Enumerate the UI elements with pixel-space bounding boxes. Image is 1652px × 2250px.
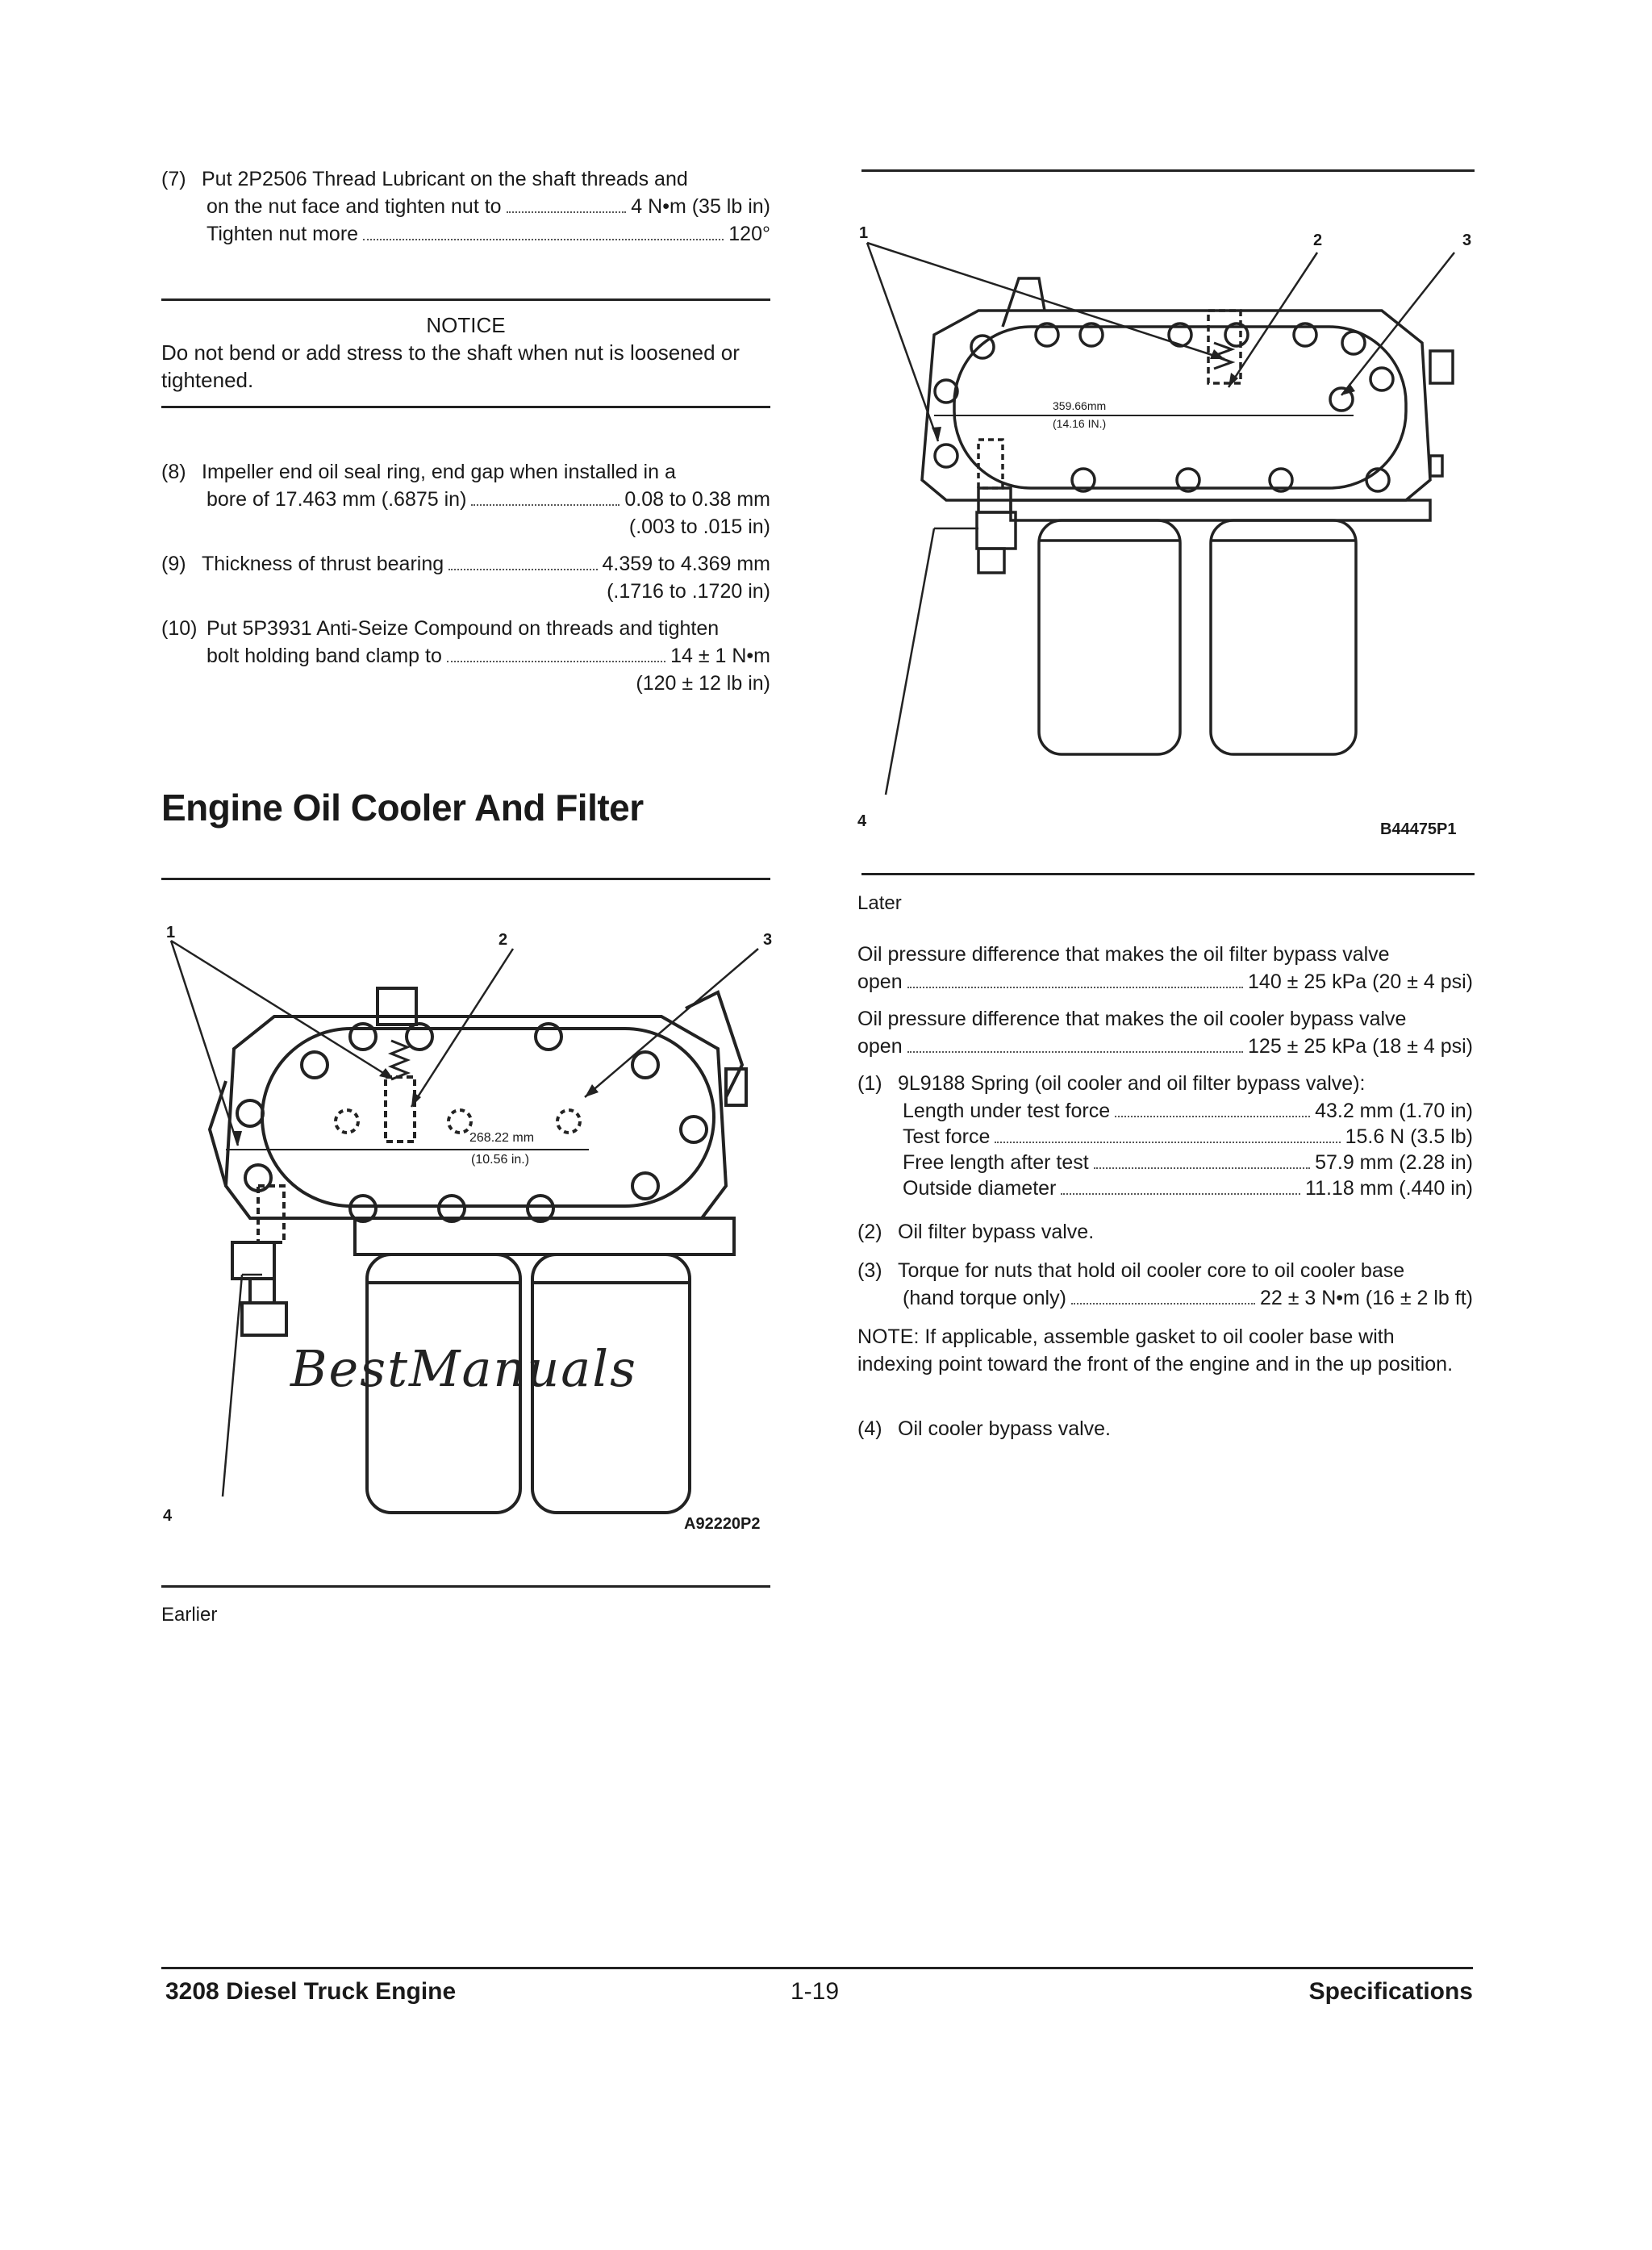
step-10: (10) Put 5P3931 Anti-Seize Compound on threads and tighten bolt holding band clamp to 14 ± 1 N•m (120 ± 12 lb in) (161, 615, 770, 697)
dimension-in: (10.56 in.) (471, 1153, 530, 1167)
callout-1: 1 (166, 924, 176, 941)
watermark-logo: BestManuals (290, 1339, 637, 1398)
spec-line: bolt holding band clamp to 14 ± 1 N•m (161, 642, 770, 670)
figure-caption-earlier: Earlier (161, 1604, 218, 1626)
callout-1: 1 (859, 224, 869, 242)
note (857, 1323, 1473, 1378)
right-figure-top-rule (861, 169, 1475, 172)
spec-oil-filter-bypass: Oil pressure difference that makes the oil filter bypass valve open 140 ± 25 kPa (20 ± 4 psi) (857, 943, 1473, 993)
step-number: (7) (161, 168, 186, 190)
spec-imperial: (120 ± 12 lb in) (636, 672, 770, 695)
notice-bottom-rule (161, 406, 770, 408)
callout-4: 4 (857, 812, 867, 830)
item-1-spring: (1) 9L9188 Spring (oil cooler and oil filter bypass valve): Length under test force 43.2 mm (1.70 in) Test force 15.6 N (3.5 lb) Free length after test 57.9 mm (2.28 in) Outside diameter 11.18 mm (.440 in) (857, 1070, 1473, 1202)
spec-imperial: (.1716 to .1720 in) (607, 580, 770, 603)
spring-spec-row: Outside diameter 11.18 mm (.440 in) (857, 1175, 1473, 1202)
note-label: NOTE: (857, 1325, 920, 1348)
callout-4: 4 (163, 1507, 173, 1525)
spec-line: on the nut face and tighten nut to 4 N•m (35 lb in) (161, 193, 770, 220)
figure-code: B44475P1 (1380, 820, 1457, 838)
dimension-in: (14.16 IN.) (1053, 417, 1107, 430)
footer-rule (161, 1967, 1473, 1969)
item-4: (4) Oil cooler bypass valve. (857, 1417, 1112, 1440)
notice (161, 311, 770, 394)
spring-spec-row: Test force 15.6 N (3.5 lb) (857, 1123, 1473, 1150)
footer-section: Specifications (1308, 1978, 1473, 2005)
figure-top-rule (161, 878, 770, 880)
right-figure-bottom-rule (861, 873, 1475, 875)
page-number: 1-19 (791, 1978, 840, 2005)
callout-2: 2 (1313, 232, 1323, 249)
footer-title: 3208 Diesel Truck Engine (165, 1978, 457, 2005)
section-heading: Engine Oil Cooler And Filter (161, 787, 644, 829)
callout-2: 2 (499, 931, 508, 949)
spring-spec-row: Free length after test 57.9 mm (2.28 in) (857, 1149, 1473, 1176)
callout-3: 3 (763, 931, 773, 949)
dimension-mm: 359.66mm (1053, 399, 1107, 412)
step-text: Put 2P2506 Thread Lubricant on the shaft threads and (202, 168, 688, 190)
figure-code: A92220P2 (684, 1515, 761, 1533)
step-8: (8) Impeller end oil seal ring, end gap when installed in a bore of 17.463 mm (.6875 in) 0.08 to 0.38 mm (.003 to .015 in) (161, 458, 770, 541)
oil-cooler-drawing-later (857, 222, 1479, 843)
dimension-mm: 268.22 mm (469, 1131, 535, 1145)
oil-cooler-drawing (161, 920, 774, 1533)
spring-spec-row: Length under test force 43.2 mm (1.70 in) (857, 1097, 1473, 1125)
spec-line: bore of 17.463 mm (.6875 in) 0.08 to 0.38 mm (161, 486, 770, 513)
notice-title: NOTICE (426, 313, 506, 337)
spec-line: Tighten nut more 120° (161, 220, 770, 248)
note-text: If applicable, assemble gasket to oil cooler base with indexing point toward the front of the engine and in the up position. (857, 1325, 1454, 1375)
section-heading-wrap (161, 786, 770, 829)
notice-top-rule (161, 298, 770, 301)
notice-body: Do not bend or add stress to the shaft when nut is loosened or tightened. (161, 340, 740, 392)
item-3-torque: (3) Torque for nuts that hold oil cooler core to oil cooler base (hand torque only) 22 ± 3 N•m (16 ± 2 lb ft) (857, 1259, 1473, 1309)
callout-3: 3 (1462, 232, 1472, 249)
oil-cooler-diagram-earlier (161, 920, 774, 1533)
figure-bottom-rule (161, 1585, 770, 1588)
step-9: (9) Thickness of thrust bearing 4.359 to 4.369 mm (.1716 to .1720 in) (161, 550, 770, 605)
item-2: (2) Oil filter bypass valve. (857, 1221, 1095, 1243)
spec-imperial: (.003 to .015 in) (628, 516, 770, 538)
spec-oil-cooler-bypass: Oil pressure difference that makes the oil cooler bypass valve open 125 ± 25 kPa (18 ± 4 psi) (857, 1008, 1473, 1058)
figure-caption-later: Later (857, 892, 902, 914)
oil-cooler-diagram-later (857, 222, 1479, 843)
step-7 (161, 165, 770, 248)
